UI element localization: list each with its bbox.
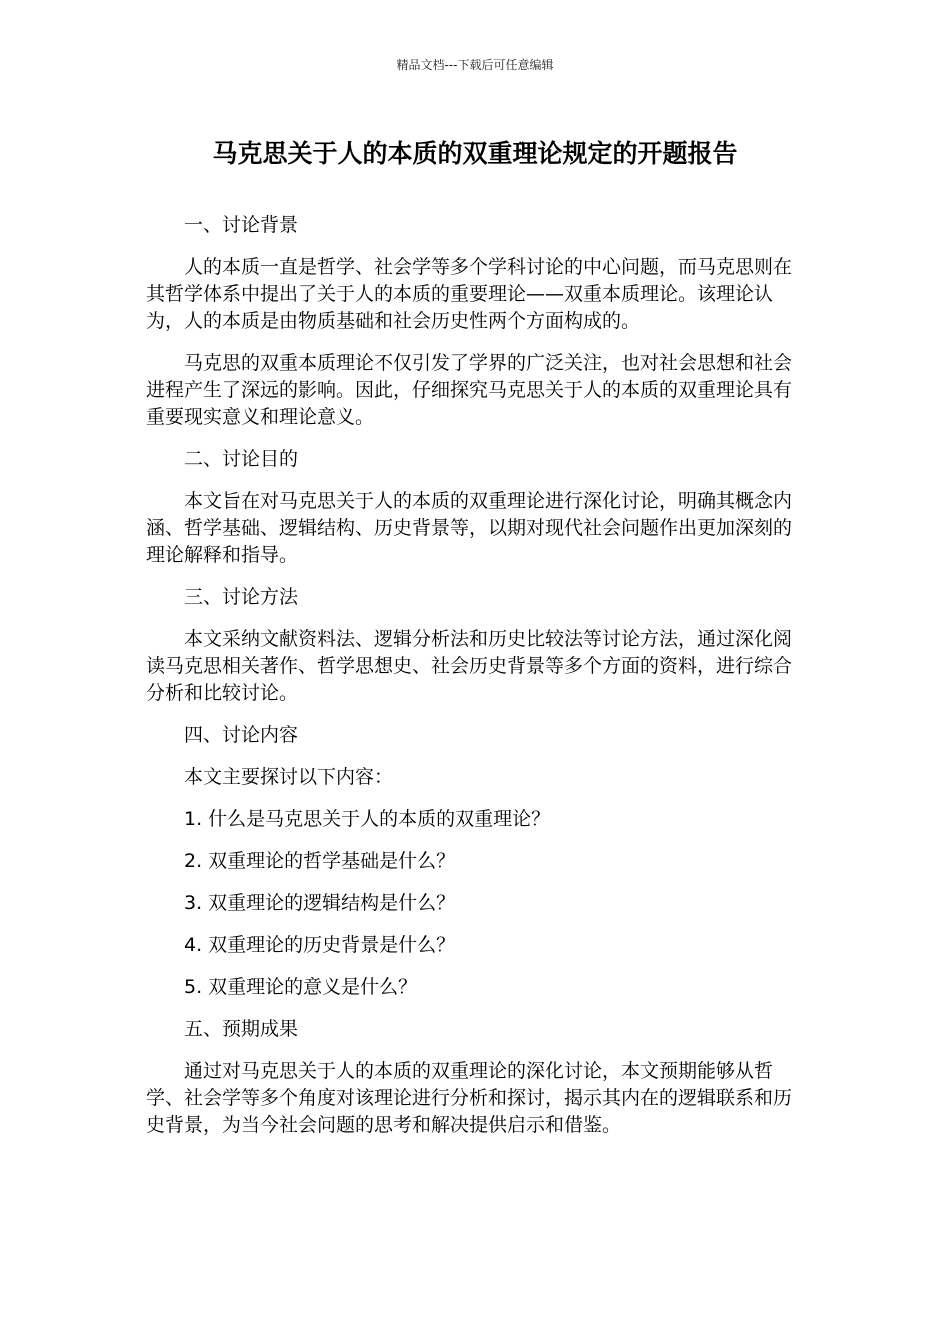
content-list-item: 1. 什么是马克思关于人的本质的双重理论？	[184, 808, 551, 830]
document-title: 马克思关于人的本质的双重理论规定的开题报告	[212, 139, 738, 168]
section-heading-content: 四、讨论内容	[184, 724, 299, 746]
section-heading-purpose: 二、讨论目的	[184, 448, 299, 470]
content-list-item: 2. 双重理论的哲学基础是什么？	[184, 850, 456, 872]
expected-paragraph: 通过对马克思关于人的本质的双重理论的深化讨论，本文预期能够从哲学、社会学等多个角度对该理论进行分析和探讨，揭示其内在的逻辑联系和历史背景，为当今社会问题的思考和解决提供启示和借鉴。	[146, 1060, 793, 1136]
purpose-paragraph: 本文旨在对马克思关于人的本质的双重理论进行深化讨论，明确其概念内涵、哲学基础、逻辑结构、历史背景等，以期对现代社会问题作出更加深刻的理论解释和指导。	[146, 490, 793, 566]
background-paragraph-1: 人的本质一直是哲学、社会学等多个学科讨论的中心问题，而马克思则在其哲学体系中提出了关于人的本质的重要理论——双重本质理论。该理论认为，人的本质是由物质基础和社会历史性两个方面构成的。	[146, 256, 793, 332]
section-heading-expected: 五、预期成果	[184, 1018, 299, 1040]
header-note: 精品文档---下载后可任意编辑	[396, 58, 554, 72]
content-list-item: 3. 双重理论的逻辑结构是什么？	[184, 892, 456, 914]
section-heading-method: 三、讨论方法	[184, 586, 299, 608]
content-list-item: 5. 双重理论的意义是什么？	[184, 976, 418, 998]
document-body	[146, 212, 796, 1154]
method-paragraph: 本文采纳文献资料法、逻辑分析法和历史比较法等讨论方法，通过深化阅读马克思相关著作、哲学思想史、社会历史背景等多个方面的资料，进行综合分析和比较讨论。	[146, 628, 793, 704]
content-intro: 本文主要探讨以下内容：	[184, 766, 394, 788]
section-heading-background: 一、讨论背景	[184, 214, 299, 236]
background-paragraph-2: 马克思的双重本质理论不仅引发了学界的广泛关注，也对社会思想和社会进程产生了深远的影响。因此，仔细探究马克思关于人的本质的双重理论具有重要现实意义和理论意义。	[146, 352, 793, 428]
content-list-item: 4. 双重理论的历史背景是什么？	[184, 934, 456, 956]
